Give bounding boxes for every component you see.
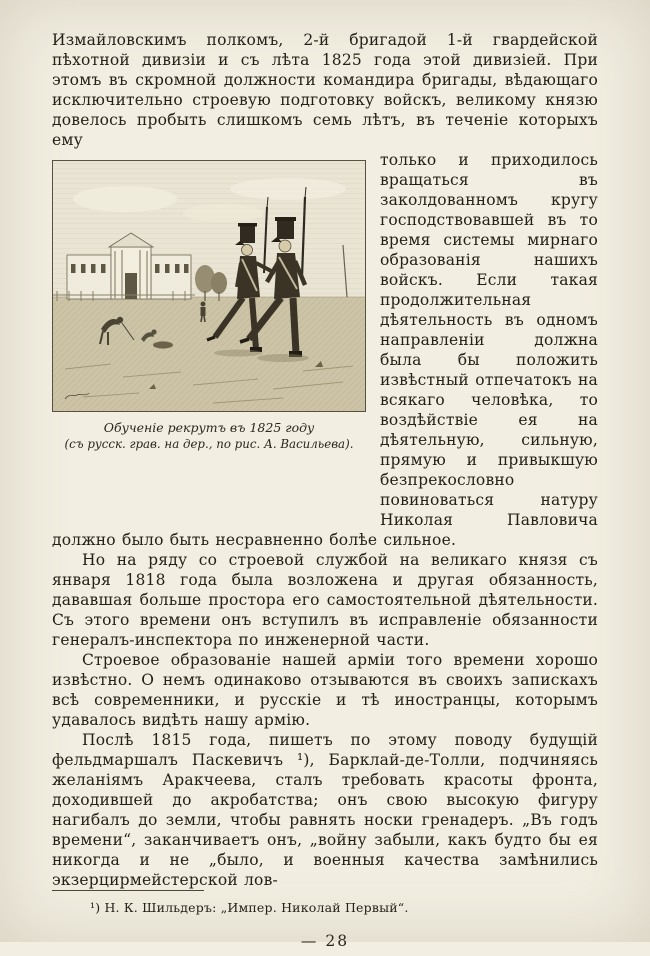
caption-credit: (съ русск. грав. на дер., по рис. А. Васильева).: [64, 437, 354, 451]
main-text-block: [52, 30, 598, 890]
figure-engraving: [52, 160, 366, 510]
engraving-illustration: [53, 161, 365, 411]
paragraph-wrapped: только и приходилось вращаться въ заколдованномъ кругу господствовавшей въ то время системы мирнаго образованія нашихъ войскъ. Если такая продолжительная дѣятельность въ одномъ направленіи должна была бы положить извѣстный отпечатокъ на всякаго человѣка, то воздѣйствіе ея на дѣятельную, сильную, прямую и привыкшую безпрекословно повиноваться натуру Николая Павловича должно было быть несравненно болѣе сильное.: [52, 151, 598, 549]
footnote-text: ¹) Н. К. Шильдеръ: „Импер. Николай Первый“.: [90, 900, 409, 915]
figure-caption: [52, 419, 366, 453]
figure-and-wrap-section: [52, 150, 598, 550]
paragraph-duty: Но на ряду со строевой службой на великаго князя съ января 1818 года была возложена и другая обязанность, дававшая больше простора его самостоятельной дѣятельности. Съ этого времени онъ вступилъ въ исправленіе обязанности генералъ-инспектора по инженерной части.: [52, 551, 598, 649]
illustration-frame: [52, 160, 366, 412]
paragraph-paskevich: Послѣ 1815 года, пишетъ по этому поводу будущій фельдмаршалъ Паскевичъ ¹), Барклай-де-Толли, подчиняясь желаніямъ Аракчеева, сталъ требовать красоты фронта, доходившей до акробатства; онъ свою высокую фигуру нагибалъ до земли, чтобы равнять носки гренадеръ. „Въ годъ времени“, заканчиваетъ онъ, „войну забыли, какъ будто бы ея никогда и не „было, и военныя качества замѣнились экзерцирмейстерской лов-: [52, 731, 598, 889]
footnote-rule: [52, 890, 204, 891]
paragraph-army: Строевое образованіе нашей арміи того времени хорошо извѣстно. О немъ одинаково отзываются въ своихъ запискахъ всѣ современники, и русскіе и тѣ иностранцы, которымъ удавалось видѣть нашу армію.: [52, 651, 598, 729]
page-footer: [52, 890, 598, 956]
caption-title: Обученіе рекрутъ въ 1825 году: [103, 420, 315, 435]
paragraph-opening: Измайловскимъ полкомъ, 2-й бригадой 1-й гвардейской пѣхотной дивизіи и съ лѣта 1825 года этой дивизіей. При этомъ въ скромной должности командира бригады, вѣдающаго исключительно строевую подготовку войскъ, великому князю довелось пробыть слишкомъ семь лѣтъ, въ теченіе которыхъ ему: [52, 31, 598, 149]
page-number: — 28: [300, 932, 350, 950]
